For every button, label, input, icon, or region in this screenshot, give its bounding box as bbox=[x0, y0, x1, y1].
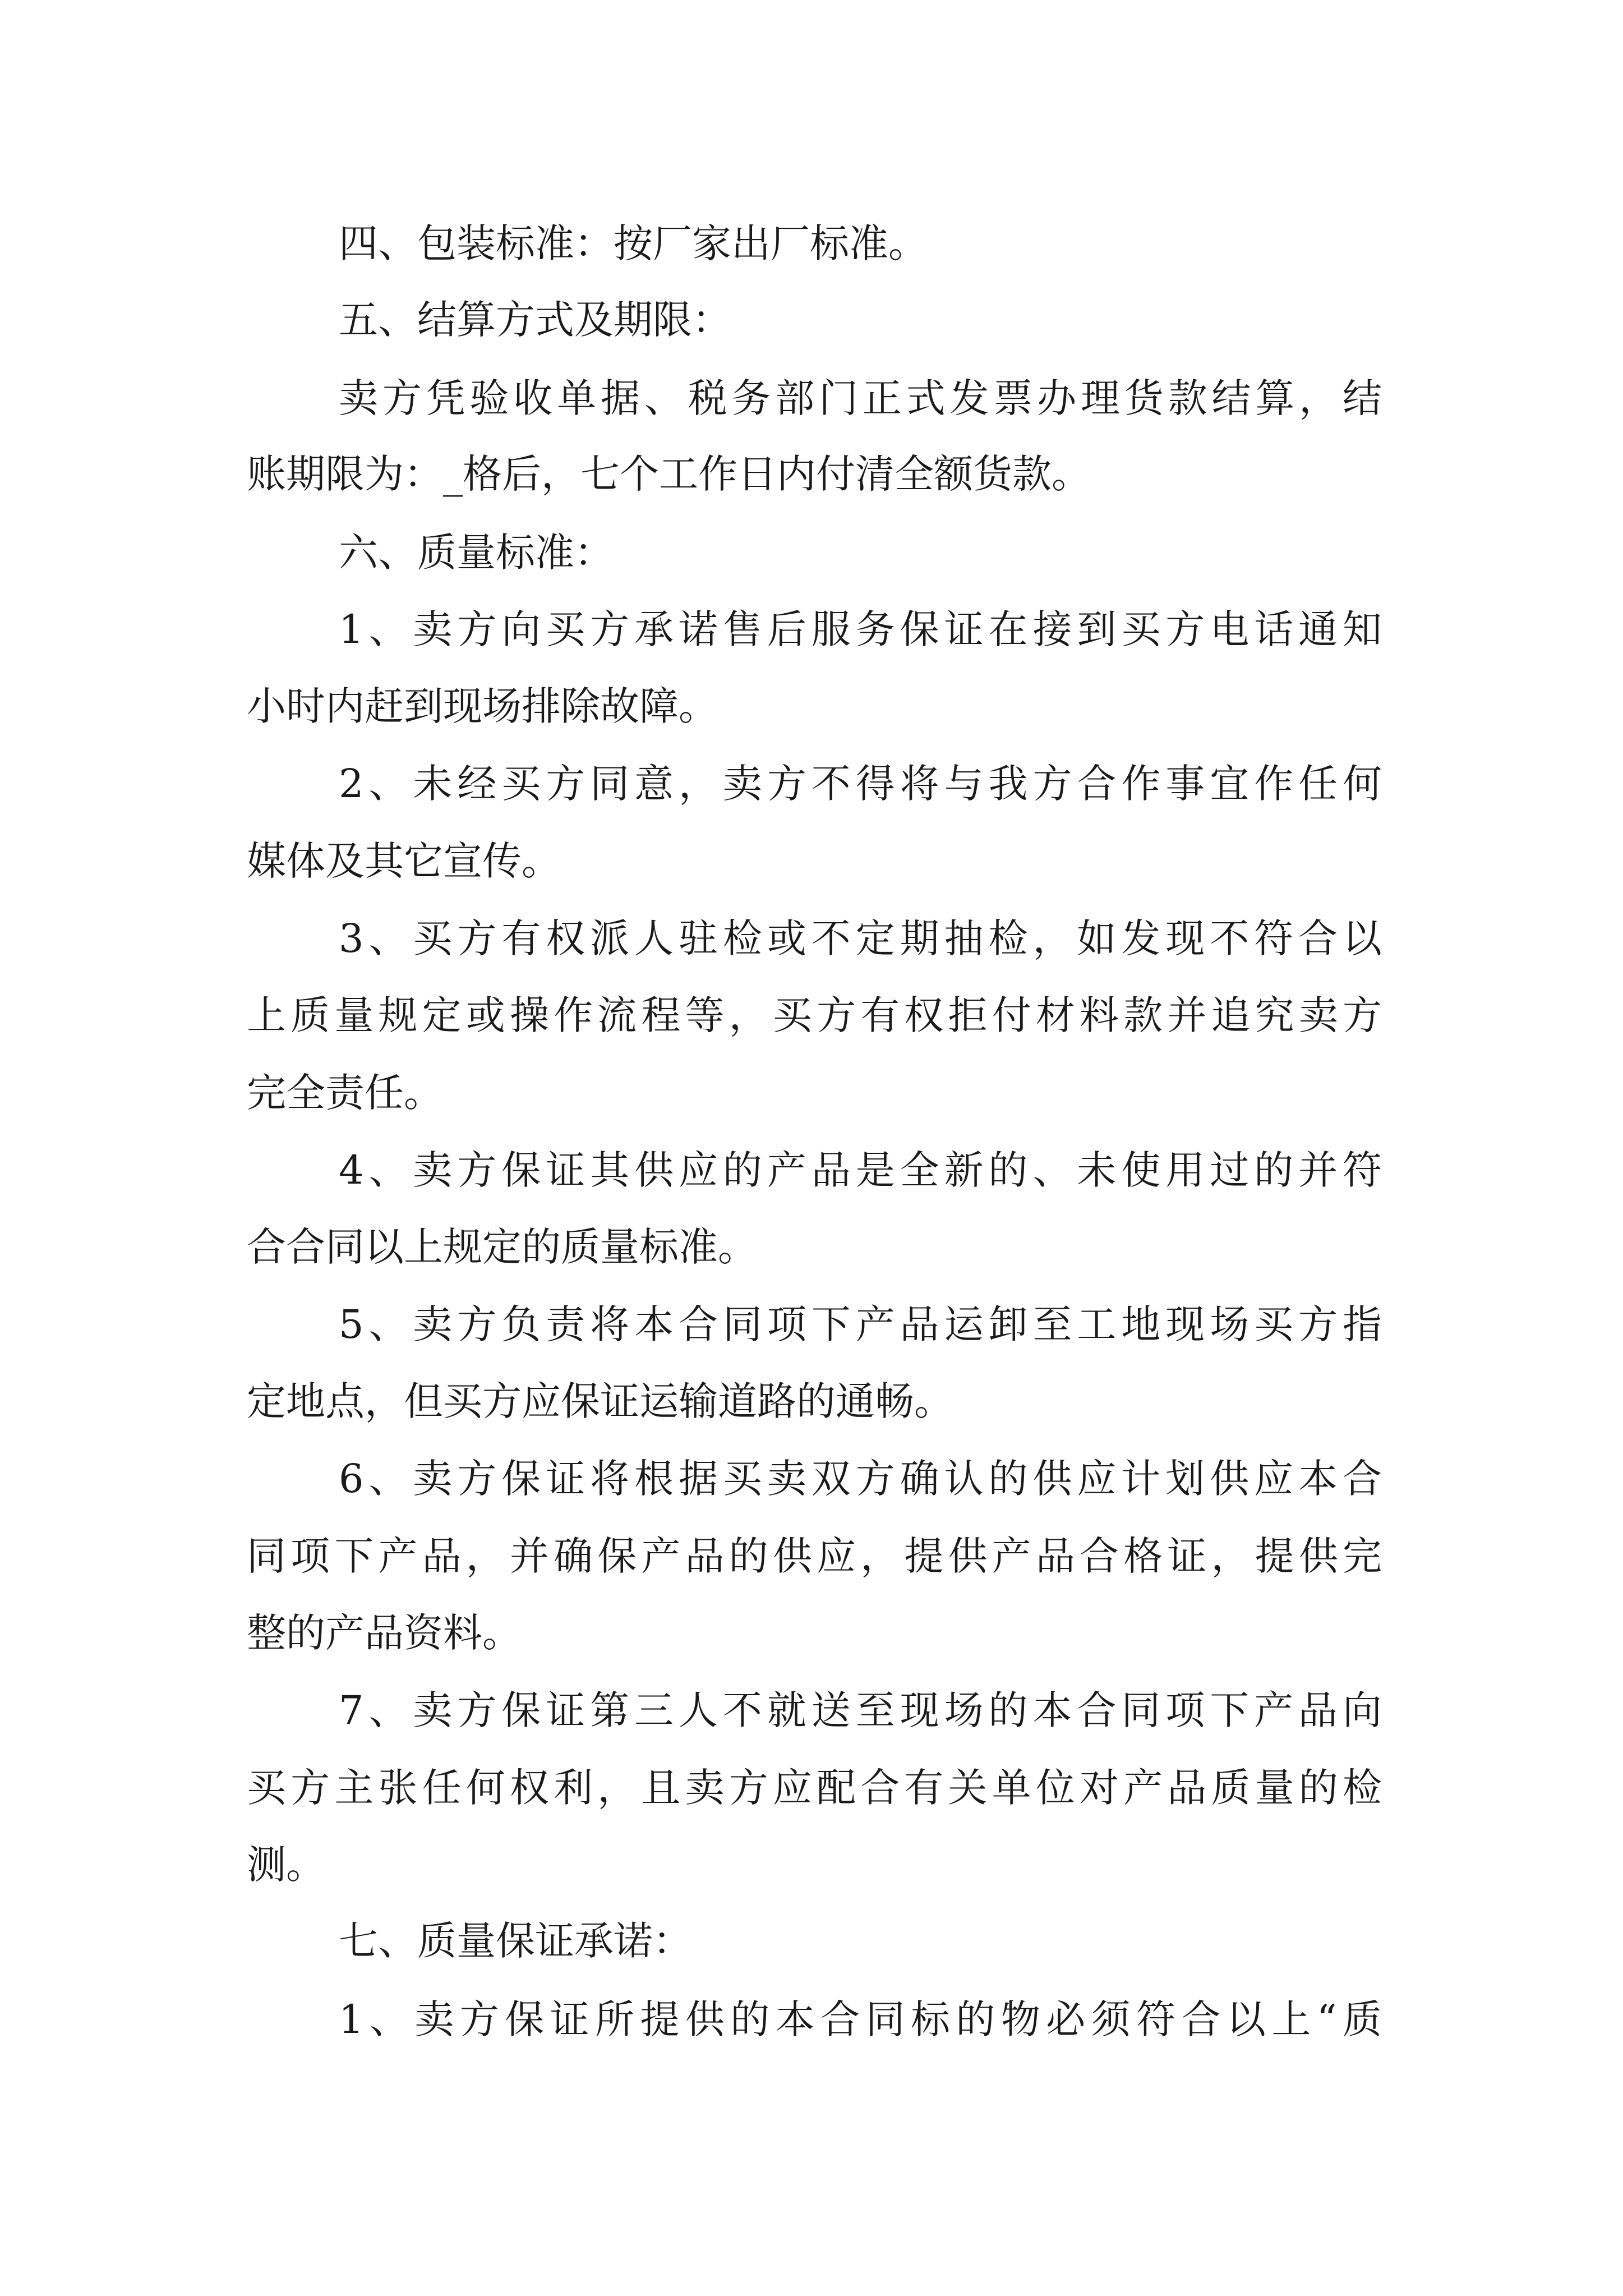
line-text: 合合同以上规定的质量标准。 bbox=[247, 1224, 757, 1270]
text-line bbox=[0, 1053, 1623, 1132]
line-text: 媒体及其它宣传。 bbox=[247, 838, 561, 884]
line-text: 小时内赶到现场排除故障。 bbox=[247, 683, 718, 729]
text-line bbox=[0, 1902, 1623, 1980]
text-line bbox=[0, 1208, 1623, 1286]
text-line bbox=[0, 1594, 1623, 1672]
text-line bbox=[0, 1517, 1623, 1595]
text-line bbox=[0, 280, 1623, 359]
line-text: 六、质量标准： bbox=[339, 530, 614, 576]
text-line bbox=[0, 744, 1623, 823]
line-text: 5、卖方负责将本合同项下产品运卸至工地现场买方指 bbox=[339, 1301, 1382, 1347]
text-line bbox=[0, 667, 1623, 746]
text-line bbox=[0, 976, 1623, 1055]
line-text: 上质量规定或操作流程等，买方有权拒付材料款并追究卖方 bbox=[247, 992, 1382, 1038]
line-text: 四、包装标准：按厂家出厂标准。 bbox=[339, 220, 928, 266]
text-line bbox=[0, 590, 1623, 669]
text-line bbox=[0, 1980, 1623, 2059]
line-text: 7、卖方保证第三人不就送至现场的本合同项下产品向 bbox=[339, 1687, 1382, 1733]
text-line bbox=[0, 1285, 1623, 1364]
line-text: 卖方凭验收单据、税务部门正式发票办理货款结算，结 bbox=[339, 375, 1382, 421]
line-text: 完全责任。 bbox=[247, 1070, 443, 1116]
line-text: 2、未经买方同意，卖方不得将与我方合作事宜作任何 bbox=[339, 761, 1382, 807]
text-line bbox=[0, 435, 1623, 513]
line-text: 1、卖方向买方承诺售后服务保证在接到买方电话通知 bbox=[339, 606, 1382, 652]
line-text: 五、结算方式及期限： bbox=[339, 297, 731, 343]
text-line bbox=[0, 1362, 1623, 1441]
line-text: 定地点，但买方应保证运输道路的通畅。 bbox=[247, 1378, 953, 1424]
text-line bbox=[0, 359, 1623, 438]
text-line bbox=[0, 513, 1623, 592]
line-text: 买方主张任何权利，且卖方应配合有关单位对产品质量的检 bbox=[247, 1765, 1382, 1811]
line-text: 测。 bbox=[247, 1842, 325, 1888]
text-line bbox=[0, 1131, 1623, 1209]
line-text: 6、卖方保证将根据买卖双方确认的供应计划供应本合 bbox=[339, 1456, 1382, 1502]
line-text: 1、卖方保证所提供的本合同标的物必须符合以上“质 bbox=[339, 1996, 1382, 2042]
line-text: 3、买方有权派人驻检或不定期抽检，如发现不符合以 bbox=[339, 915, 1382, 961]
text-line bbox=[0, 899, 1623, 978]
text-line bbox=[0, 204, 1623, 283]
text-line bbox=[0, 1749, 1623, 1827]
text-line bbox=[0, 1671, 1623, 1750]
text-line bbox=[0, 1439, 1623, 1518]
line-text: 账期限为：_格后，七个工作日内付清全额货款。 bbox=[247, 451, 1091, 497]
line-text: 七、质量保证承诺： bbox=[339, 1918, 692, 1964]
text-line bbox=[0, 822, 1623, 900]
line-text: 同项下产品，并确保产品的供应，提供产品合格证，提供完 bbox=[247, 1533, 1382, 1579]
text-line bbox=[0, 1825, 1623, 1904]
line-text: 整的产品资料。 bbox=[247, 1610, 522, 1656]
line-text: 4、卖方保证其供应的产品是全新的、未使用过的并符 bbox=[339, 1147, 1382, 1193]
